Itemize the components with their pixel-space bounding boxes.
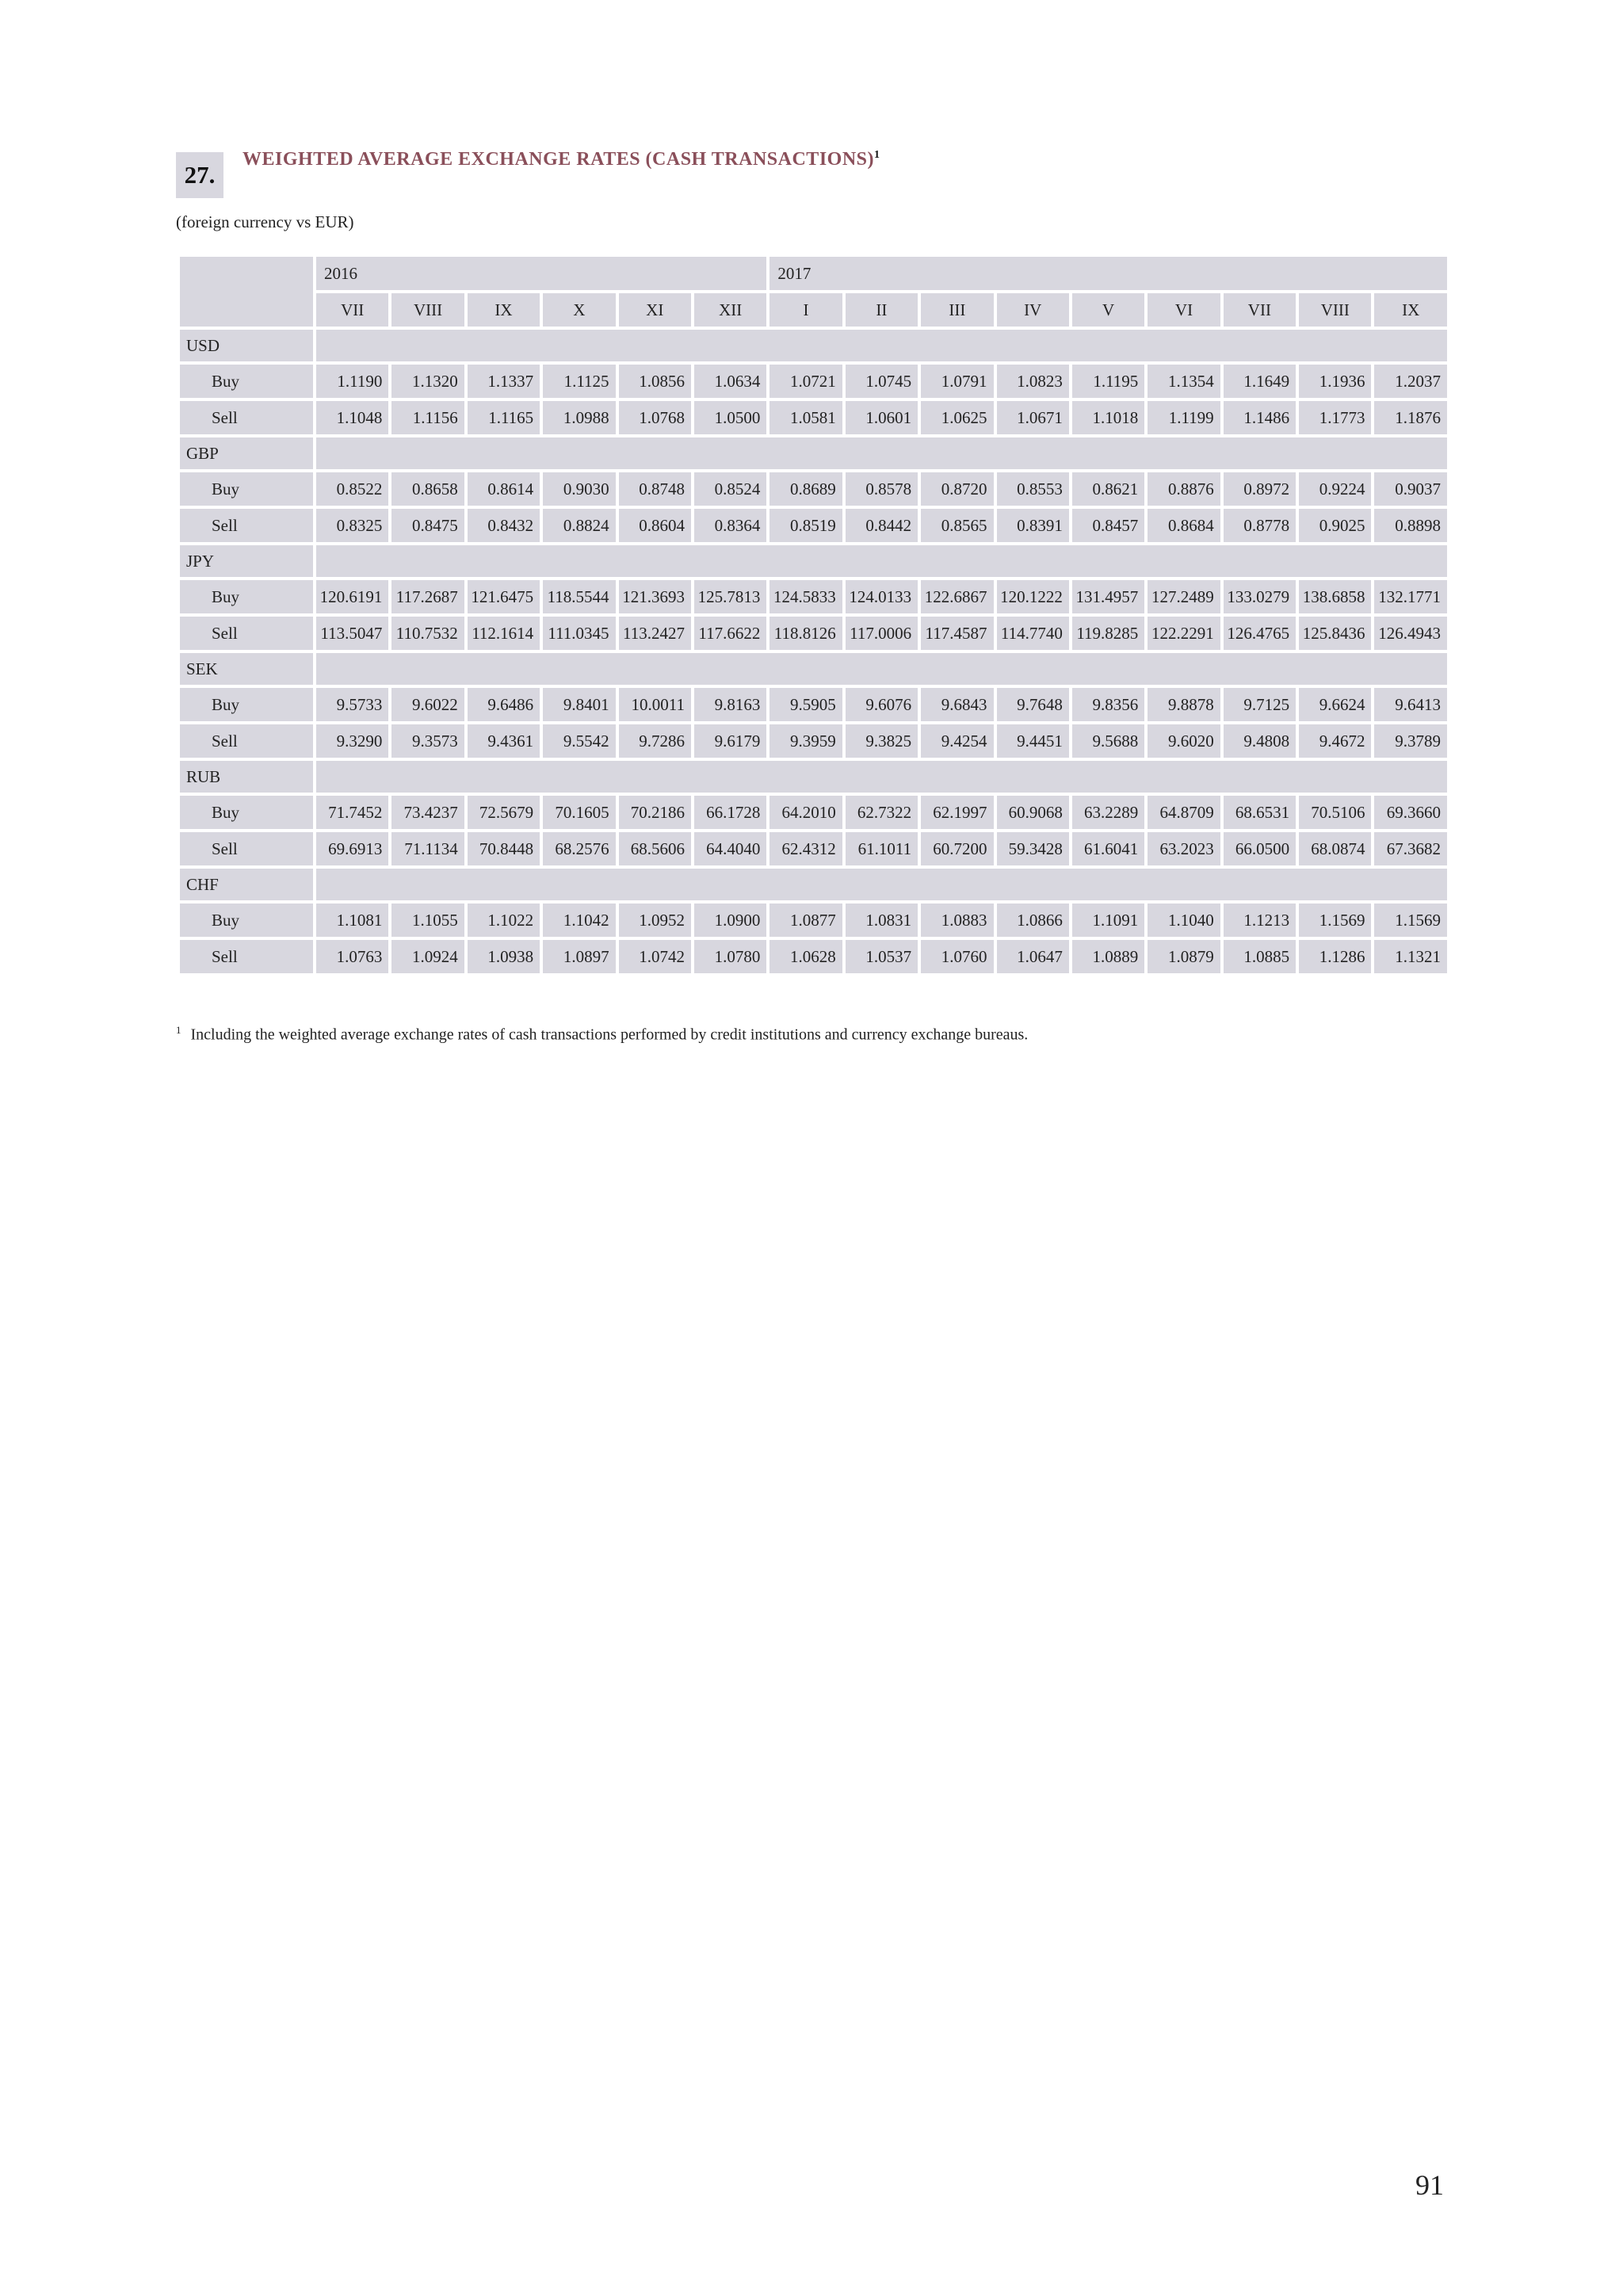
rate-cell: 9.7286 [619,724,691,758]
rate-cell: 1.0721 [769,365,842,398]
currency-label: CHF [180,869,313,900]
rate-cell: 9.5733 [316,688,388,721]
rate-cell: 126.4765 [1224,617,1296,650]
rate-cell: 1.0780 [694,940,766,973]
rate-cell: 9.7125 [1224,688,1296,721]
footnote [176,1024,1028,1045]
rate-cell: 9.6486 [468,688,540,721]
currency-label: USD [180,330,313,361]
rate-cell: 125.8436 [1299,617,1371,650]
currency-row-filler [316,330,1447,361]
rate-cell: 117.0006 [846,617,918,650]
month-header: VII [1224,293,1296,327]
rate-cell: 9.5688 [1072,724,1144,758]
rate-cell: 9.4451 [997,724,1069,758]
rate-cell: 1.0823 [997,365,1069,398]
rate-cell: 0.8972 [1224,472,1296,506]
rate-cell: 121.6475 [468,580,540,613]
footnote-ref: 1 [874,149,880,161]
rate-cell: 1.0742 [619,940,691,973]
rate-cell: 0.8524 [694,472,766,506]
section-number: 27. [176,152,223,198]
rate-cell: 9.8163 [694,688,766,721]
rate-cell: 1.0760 [921,940,993,973]
rate-cell: 9.3825 [846,724,918,758]
rate-cell: 9.6076 [846,688,918,721]
rate-cell: 1.0647 [997,940,1069,973]
rate-cell: 1.1081 [316,904,388,937]
rate-cell: 0.8553 [997,472,1069,506]
rate-type-label: Sell [180,509,313,542]
rate-type-label: Sell [180,832,313,865]
month-header: IX [468,293,540,327]
rate-cell: 0.8442 [846,509,918,542]
rate-cell: 1.2037 [1374,365,1447,398]
rate-cell: 69.3660 [1374,796,1447,829]
rate-cell: 9.3789 [1374,724,1447,758]
rate-cell: 0.8898 [1374,509,1447,542]
exchange-rate-table [180,257,1453,976]
rate-cell: 0.8748 [619,472,691,506]
rate-cell: 0.8364 [694,509,766,542]
month-header: III [921,293,993,327]
rate-cell: 62.4312 [769,832,842,865]
rate-cell: 0.8614 [468,472,540,506]
currency-row-chf [180,869,1447,900]
rate-type-label: Buy [180,796,313,829]
rate-cell: 1.1320 [391,365,464,398]
rate-cell: 112.1614 [468,617,540,650]
table-row [180,940,1447,973]
rate-cell: 62.1997 [921,796,993,829]
rate-cell: 9.3573 [391,724,464,758]
rate-cell: 1.1936 [1299,365,1371,398]
rate-cell: 71.7452 [316,796,388,829]
rate-cell: 1.0952 [619,904,691,937]
currency-row-usd [180,330,1447,361]
rate-cell: 1.1040 [1148,904,1220,937]
rate-cell: 68.0874 [1299,832,1371,865]
month-header: II [846,293,918,327]
rate-cell: 0.8325 [316,509,388,542]
year-header-2016: 2016 [316,257,766,290]
currency-row-filler [316,653,1447,685]
rate-cell: 70.5106 [1299,796,1371,829]
rate-cell: 1.1042 [543,904,615,937]
rate-cell: 138.6858 [1299,580,1371,613]
rate-cell: 133.0279 [1224,580,1296,613]
rate-cell: 1.0634 [694,365,766,398]
rate-cell: 1.1286 [1299,940,1371,973]
rate-cell: 66.0500 [1224,832,1296,865]
rate-cell: 114.7740 [997,617,1069,650]
rate-cell: 127.2489 [1148,580,1220,613]
rate-type-label: Buy [180,580,313,613]
table-row [180,472,1447,506]
month-header: XI [619,293,691,327]
rate-cell: 1.1195 [1072,365,1144,398]
rate-cell: 9.4254 [921,724,993,758]
rate-cell: 9.6413 [1374,688,1447,721]
rate-type-label: Sell [180,401,313,434]
table-row [180,401,1447,434]
rate-cell: 0.8658 [391,472,464,506]
rate-cell: 63.2023 [1148,832,1220,865]
rate-cell: 9.3959 [769,724,842,758]
rate-cell: 9.6020 [1148,724,1220,758]
rate-cell: 1.0877 [769,904,842,937]
rate-cell: 1.0889 [1072,940,1144,973]
rate-cell: 9.7648 [997,688,1069,721]
rate-cell: 120.6191 [316,580,388,613]
corner-cell [180,257,313,327]
year-header-row [180,257,1447,290]
rate-cell: 0.8720 [921,472,993,506]
rate-cell: 1.1569 [1374,904,1447,937]
table-row [180,509,1447,542]
rate-type-label: Sell [180,724,313,758]
rate-cell: 9.5542 [543,724,615,758]
rate-cell: 0.8684 [1148,509,1220,542]
currency-row-filler [316,545,1447,577]
rate-cell: 122.6867 [921,580,993,613]
rate-cell: 117.4587 [921,617,993,650]
rate-cell: 0.8391 [997,509,1069,542]
rate-cell: 68.6531 [1224,796,1296,829]
rate-cell: 1.0537 [846,940,918,973]
rate-cell: 61.6041 [1072,832,1144,865]
rate-cell: 60.9068 [997,796,1069,829]
rate-cell: 9.6843 [921,688,993,721]
rate-type-label: Sell [180,617,313,650]
rate-cell: 9.8401 [543,688,615,721]
currency-row-filler [316,761,1447,793]
rate-cell: 64.2010 [769,796,842,829]
page-number: 91 [1415,2169,1444,2201]
rate-cell: 1.1486 [1224,401,1296,434]
rate-cell: 1.1337 [468,365,540,398]
rate-cell: 1.1165 [468,401,540,434]
rate-cell: 9.5905 [769,688,842,721]
rate-cell: 0.8876 [1148,472,1220,506]
rate-cell: 1.0628 [769,940,842,973]
rate-cell: 131.4957 [1072,580,1144,613]
rate-cell: 9.3290 [316,724,388,758]
rate-cell: 118.8126 [769,617,842,650]
table-row [180,832,1447,865]
rate-cell: 0.9037 [1374,472,1447,506]
rate-cell: 0.8565 [921,509,993,542]
rate-cell: 1.1213 [1224,904,1296,937]
rate-type-label: Buy [180,472,313,506]
rate-cell: 68.2576 [543,832,615,865]
rate-cell: 0.8621 [1072,472,1144,506]
table-row [180,617,1447,650]
rate-cell: 1.0763 [316,940,388,973]
rate-cell: 1.0500 [694,401,766,434]
rate-cell: 1.1055 [391,904,464,937]
rate-cell: 68.5606 [619,832,691,865]
section-title-text: WEIGHTED AVERAGE EXCHANGE RATES (CASH TRANSACTIONS) [242,149,874,170]
currency-row-rub [180,761,1447,793]
table-row [180,724,1447,758]
rate-cell: 63.2289 [1072,796,1144,829]
month-header: IV [997,293,1069,327]
rate-cell: 1.1018 [1072,401,1144,434]
rate-cell: 71.1134 [391,832,464,865]
rate-cell: 1.0601 [846,401,918,434]
month-header: V [1072,293,1144,327]
currency-row-filler [316,437,1447,469]
rate-cell: 60.7200 [921,832,993,865]
rate-cell: 0.8689 [769,472,842,506]
rate-cell: 66.1728 [694,796,766,829]
rate-cell: 9.8356 [1072,688,1144,721]
rate-cell: 132.1771 [1374,580,1447,613]
rate-cell: 59.3428 [997,832,1069,865]
rate-cell: 1.0866 [997,904,1069,937]
footnote-mark: 1 [176,1024,181,1036]
rate-cell: 1.1048 [316,401,388,434]
table-row [180,796,1447,829]
rate-cell: 0.8522 [316,472,388,506]
month-header: XII [694,293,766,327]
rate-cell: 118.5544 [543,580,615,613]
rate-cell: 1.1091 [1072,904,1144,937]
rate-cell: 1.1156 [391,401,464,434]
rate-cell: 1.1649 [1224,365,1296,398]
rate-cell: 1.0671 [997,401,1069,434]
rate-cell: 1.0879 [1148,940,1220,973]
rate-cell: 111.0345 [543,617,615,650]
rate-cell: 125.7813 [694,580,766,613]
rate-type-label: Buy [180,904,313,937]
rate-cell: 126.4943 [1374,617,1447,650]
rate-cell: 1.1022 [468,904,540,937]
rate-cell: 0.8824 [543,509,615,542]
rate-cell: 1.1773 [1299,401,1371,434]
table-subtitle: (foreign currency vs EUR) [176,212,354,231]
month-header: I [769,293,842,327]
rate-cell: 0.9030 [543,472,615,506]
rate-cell: 113.2427 [619,617,691,650]
month-header: VI [1148,293,1220,327]
month-header: VIII [391,293,464,327]
rate-cell: 1.0625 [921,401,993,434]
rate-cell: 73.4237 [391,796,464,829]
rate-cell: 1.0885 [1224,940,1296,973]
rate-cell: 9.4808 [1224,724,1296,758]
rate-cell: 1.0856 [619,365,691,398]
footnote-text: Including the weighted average exchange rates of cash transactions performed by credit institutions and currency exchange bureaus. [190,1026,1029,1044]
rate-cell: 120.1222 [997,580,1069,613]
month-header-row [180,293,1447,327]
rate-cell: 10.0011 [619,688,691,721]
rate-cell: 72.5679 [468,796,540,829]
table-row [180,580,1447,613]
rate-cell: 0.8457 [1072,509,1144,542]
rate-cell: 64.8709 [1148,796,1220,829]
rate-type-label: Buy [180,688,313,721]
rate-cell: 70.2186 [619,796,691,829]
rate-cell: 124.5833 [769,580,842,613]
currency-label: RUB [180,761,313,793]
rate-cell: 70.8448 [468,832,540,865]
rate-type-label: Sell [180,940,313,973]
month-header: IX [1374,293,1447,327]
rate-cell: 9.6179 [694,724,766,758]
rate-cell: 1.0581 [769,401,842,434]
currency-row-filler [316,869,1447,900]
rate-cell: 1.0831 [846,904,918,937]
rate-cell: 1.0883 [921,904,993,937]
rate-cell: 0.9025 [1299,509,1371,542]
currency-label: SEK [180,653,313,685]
rate-cell: 121.3693 [619,580,691,613]
currency-label: GBP [180,437,313,469]
section-title [242,149,880,170]
year-header-2017: 2017 [769,257,1447,290]
rate-cell: 1.0897 [543,940,615,973]
rate-cell: 117.6622 [694,617,766,650]
rate-cell: 1.0791 [921,365,993,398]
rate-type-label: Buy [180,365,313,398]
rate-cell: 9.6624 [1299,688,1371,721]
rate-cell: 122.2291 [1148,617,1220,650]
rate-cell: 1.1876 [1374,401,1447,434]
rate-cell: 1.0924 [391,940,464,973]
rate-cell: 0.8604 [619,509,691,542]
rate-cell: 119.8285 [1072,617,1144,650]
rate-cell: 0.8432 [468,509,540,542]
rate-cell: 1.1321 [1374,940,1447,973]
table-row [180,904,1447,937]
month-header: VII [316,293,388,327]
rate-cell: 67.3682 [1374,832,1447,865]
rate-cell: 0.8475 [391,509,464,542]
month-header: X [543,293,615,327]
rate-cell: 1.1190 [316,365,388,398]
rate-cell: 64.4040 [694,832,766,865]
rate-cell: 1.1569 [1299,904,1371,937]
rates-table [177,254,1450,976]
rate-cell: 69.6913 [316,832,388,865]
rate-cell: 0.8578 [846,472,918,506]
table-row [180,688,1447,721]
rate-cell: 62.7322 [846,796,918,829]
rate-cell: 1.0988 [543,401,615,434]
currency-row-sek [180,653,1447,685]
rate-cell: 110.7532 [391,617,464,650]
currency-row-gbp [180,437,1447,469]
rate-cell: 124.0133 [846,580,918,613]
rate-cell: 9.6022 [391,688,464,721]
month-header: VIII [1299,293,1371,327]
rate-cell: 1.0745 [846,365,918,398]
rate-cell: 9.8878 [1148,688,1220,721]
rate-cell: 61.1011 [846,832,918,865]
rate-cell: 1.0768 [619,401,691,434]
rate-cell: 113.5047 [316,617,388,650]
rate-cell: 0.8778 [1224,509,1296,542]
rate-cell: 70.1605 [543,796,615,829]
rate-cell: 9.4361 [468,724,540,758]
rate-cell: 1.1199 [1148,401,1220,434]
currency-label: JPY [180,545,313,577]
rate-cell: 1.0900 [694,904,766,937]
rate-cell: 0.9224 [1299,472,1371,506]
rate-cell: 1.0938 [468,940,540,973]
rate-cell: 117.2687 [391,580,464,613]
rate-cell: 9.4672 [1299,724,1371,758]
rate-cell: 1.1354 [1148,365,1220,398]
currency-row-jpy [180,545,1447,577]
rate-cell: 1.1125 [543,365,615,398]
rate-cell: 0.8519 [769,509,842,542]
table-row [180,365,1447,398]
